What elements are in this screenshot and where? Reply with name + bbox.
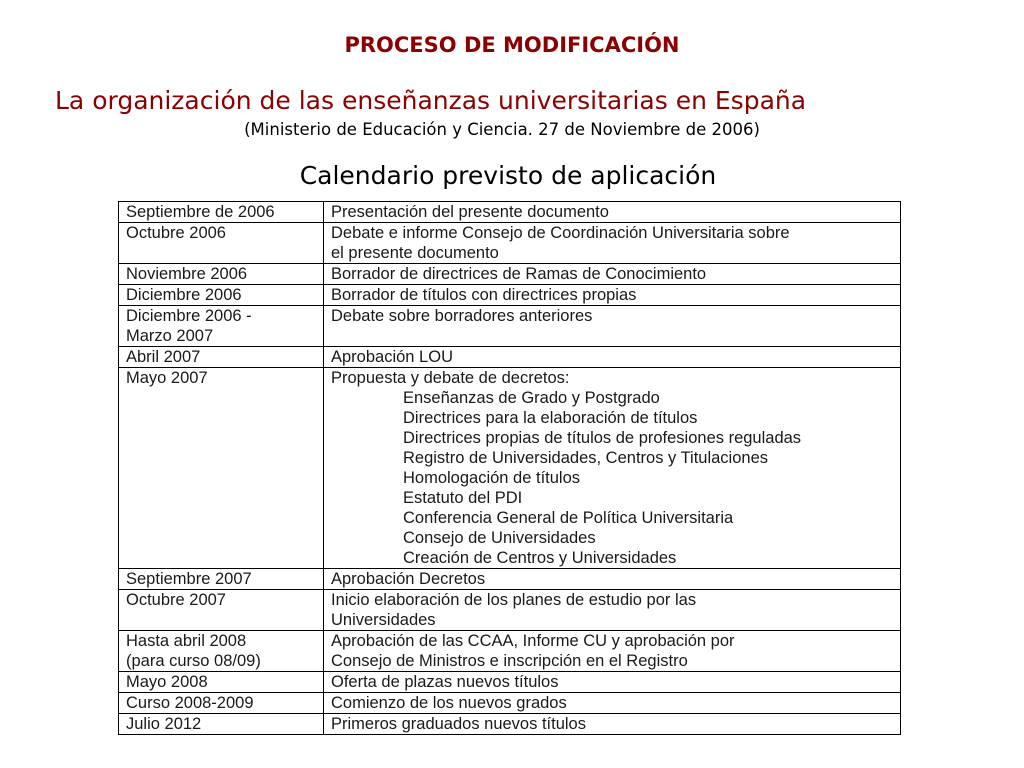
date-text: Noviembre 2006 xyxy=(126,265,248,283)
table-row xyxy=(119,285,901,306)
description-cell xyxy=(324,264,901,285)
decree-item: Homologación de títulos xyxy=(403,469,581,487)
description-text: Universidades xyxy=(331,611,436,629)
date-text: Marzo 2007 xyxy=(126,327,214,345)
table-row xyxy=(119,693,901,714)
date-text: Octubre 2006 xyxy=(126,224,226,242)
date-cell xyxy=(119,672,324,693)
table-row xyxy=(119,714,901,735)
decree-item: Estatuto del PDI xyxy=(403,489,523,507)
description-text: Debate e informe Consejo de Coordinación Universitaria sobre xyxy=(331,224,790,242)
description-text: Aprobación LOU xyxy=(331,348,453,366)
description-text: Primeros graduados nuevos títulos xyxy=(331,715,586,733)
table-row xyxy=(119,672,901,693)
description-cell xyxy=(324,285,901,306)
date-text: Julio 2012 xyxy=(126,715,202,733)
description-text: Aprobación de las CCAA, Informe CU y aprobación por xyxy=(331,632,735,650)
description-cell xyxy=(324,590,901,631)
date-cell xyxy=(119,714,324,735)
date-cell xyxy=(119,285,324,306)
decree-item: Conferencia General de Política Universitaria xyxy=(403,509,734,527)
table-row xyxy=(119,306,901,347)
description-cell xyxy=(324,202,901,223)
date-text: Diciembre 2006 - xyxy=(126,307,252,325)
date-text: Curso 2008-2009 xyxy=(126,694,254,712)
decree-item: Creación de Centros y Universidades xyxy=(403,549,677,567)
date-cell xyxy=(119,347,324,368)
date-cell xyxy=(119,590,324,631)
slide-title: PROCESO DE MODIFICACIÓN xyxy=(344,33,680,57)
decree-item: Directrices propias de títulos de profesiones reguladas xyxy=(403,429,802,447)
date-text: Septiembre 2007 xyxy=(126,570,252,588)
table-row xyxy=(119,368,901,569)
date-cell xyxy=(119,368,324,569)
date-text: Mayo 2007 xyxy=(126,369,208,387)
decree-item: Directrices para la elaboración de títulos xyxy=(403,409,698,427)
description-cell xyxy=(324,223,901,264)
date-text: (para curso 08/09) xyxy=(126,652,261,670)
date-cell xyxy=(119,693,324,714)
decree-item: Consejo de Universidades xyxy=(403,529,596,547)
date-text: Diciembre 2006 xyxy=(126,286,242,304)
slide-subtitle: La organización de las enseñanzas universitarias en España xyxy=(55,86,807,115)
date-text: Mayo 2008 xyxy=(126,673,208,691)
calendar-table-body xyxy=(119,202,901,735)
description-cell xyxy=(324,693,901,714)
description-text: Consejo de Ministros e inscripción en el Registro xyxy=(331,652,688,670)
source-citation: (Ministerio de Educación y Ciencia. 27 de Noviembre de 2006) xyxy=(244,120,760,139)
description-cell xyxy=(324,347,901,368)
table-row xyxy=(119,347,901,368)
description-text: Borrador de títulos con directrices propias xyxy=(331,286,637,304)
description-text: Comienzo de los nuevos grados xyxy=(331,694,567,712)
description-text: Debate sobre borradores anteriores xyxy=(331,307,593,325)
description-cell xyxy=(324,368,901,569)
date-text: Hasta abril 2008 xyxy=(126,632,247,650)
description-text: el presente documento xyxy=(331,244,499,262)
description-cell xyxy=(324,631,901,672)
date-cell xyxy=(119,223,324,264)
table-row xyxy=(119,223,901,264)
calendar-heading: Calendario previsto de aplicación xyxy=(299,161,717,190)
description-cell xyxy=(324,672,901,693)
description-text: Oferta de plazas nuevos títulos xyxy=(331,673,559,691)
decree-item: Enseñanzas de Grado y Postgrado xyxy=(403,389,660,407)
date-cell xyxy=(119,264,324,285)
description-text: Borrador de directrices de Ramas de Conocimiento xyxy=(331,265,707,283)
date-text: Octubre 2007 xyxy=(126,591,226,609)
table-row xyxy=(119,590,901,631)
date-text: Septiembre de 2006 xyxy=(126,203,275,221)
description-text: Propuesta y debate de decretos: xyxy=(331,369,570,387)
date-cell xyxy=(119,202,324,223)
date-cell xyxy=(119,569,324,590)
table-row xyxy=(119,569,901,590)
description-text: Aprobación Decretos xyxy=(331,570,486,588)
description-text: Inicio elaboración de los planes de estudio por las xyxy=(331,591,697,609)
description-cell xyxy=(324,306,901,347)
decree-item: Registro de Universidades, Centros y Titulaciones xyxy=(403,449,769,467)
table-row xyxy=(119,264,901,285)
calendar-table xyxy=(118,201,901,735)
date-text: Abril 2007 xyxy=(126,348,201,366)
description-cell xyxy=(324,714,901,735)
description-cell xyxy=(324,569,901,590)
date-cell xyxy=(119,631,324,672)
date-cell xyxy=(119,306,324,347)
table-row xyxy=(119,202,901,223)
description-text: Presentación del presente documento xyxy=(331,203,609,221)
table-row xyxy=(119,631,901,672)
